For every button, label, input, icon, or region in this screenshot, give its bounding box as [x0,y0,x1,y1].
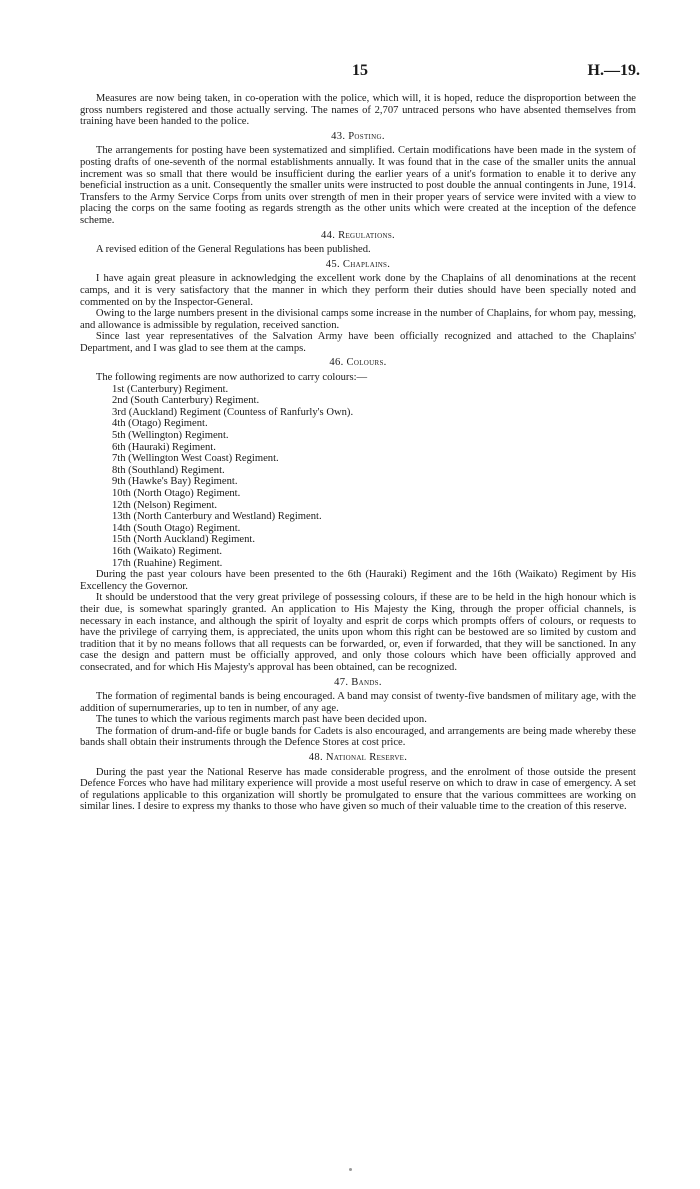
page-footer-dot [349,1168,352,1171]
regiment-item: 17th (Ruahine) Regiment. [112,557,223,569]
regulations-paragraph: A revised edition of the General Regulations has been published. [95,244,371,256]
page-header [80,62,640,82]
regiment-item: 14th (South Otago) Regiment. [112,522,241,534]
regiment-item: 5th (Wellington) Regiment. [112,430,229,442]
intro-paragraph: Measures are now being taken, in co-operation with the police, which will, it is hoped, reduce the disproportion between the gross numbers registered and those actually serving. The names of 2,707 untraced persons who have absented themselves from training have been handed to the police. [80,93,636,128]
section-heading-bands: 47. Bands. [334,676,382,688]
bands-paragraph: The formation of regimental bands is being encouraged. A band may consist of twenty-five bandsmen of military age, with the addition of supernumeraries, up to ten in number, of any age. [80,691,636,714]
regiment-item: 8th (Southland) Regiment. [112,464,225,476]
regiment-item: 1st (Canterbury) Regiment. [112,383,229,395]
regiment-item: 9th (Hawke's Bay) Regiment. [112,476,238,488]
regiment-item: 13th (North Canterbury and Westland) Regiment. [112,511,322,523]
reserve-paragraph: During the past year the National Reserve has made considerable progress, and the enrolment of those outside the present Defence Forces who have had military experience will provide a most useful reserve on which to draw in case of emergency. A set of regulations applicable to this organization will shortly be promulgated to ensure that the various committees are working on similar lines. I desire to express my thanks to those who have given so much of their valuable time to the creation of this reserve. [80,766,636,813]
regiment-list [112,384,636,570]
section-heading-chaplains: 45. Chaplains. [325,258,391,270]
section-heading-colours: 46. Colours. [329,357,387,369]
document-reference: H.—19. [587,62,640,79]
section-heading-regulations: 44. Regulations. [321,229,395,241]
colours-paragraph: During the past year colours have been presented to the 6th (Hauraki) Regiment and the 16th (Waikato) Regiment by His Excellency the Governor. [80,569,636,592]
regiment-item: 4th (Otago) Regiment. [112,418,208,430]
regiment-item: 12th (Nelson) Regiment. [112,499,218,511]
regiment-item: 10th (North Otago) Regiment. [112,488,241,499]
regiment-item: 16th (Waikato) Regiment. [112,545,223,557]
chaplains-paragraph: Owing to the large numbers present in the divisional camps some increase in the number of Chaplains, for whom pay, messing, and allowance is admissible by regulation, received sanction. [80,308,636,331]
section-posting [80,131,636,227]
chaplains-paragraph: Since last year representatives of the Salvation Army have been officially recognized and attached to the Chaplains' Department, and I was glad to see them at the camps. [80,331,636,354]
regiment-item: 7th (Wellington West Coast) Regiment. [112,453,279,465]
bands-paragraph: The tunes to which the various regiments march past have been decided upon. [95,714,427,726]
chaplains-paragraph: I have again great pleasure in acknowledging the excellent work done by the Chaplains of all denominations at the recent camps, and it is very satisfactory that the manner in which they perform their duties should have been specially noted and commented on by the Inspector-General. [80,273,636,308]
posting-paragraph: The arrangements for posting have been systematized and simplified. Certain modifications have been made in the system of posting drafts of one-seventh of the normal establishments annually. It was found that in the case of the smaller units the annual increment was so small that there would be insufficient during the earlier years of a unit's formation to enable it to derive any beneficial instruction as a unit. Consequently the smaller units were instructed to post double the annual contingents in June, 1914. Transfers to the Army Service Corps from units over strength of men in their proper years of service were invited with a view to placing the corps on the same footing as regards strength as the other units which were created at the inception of the defence scheme. [80,145,636,226]
section-national-reserve [80,752,636,813]
colours-intro: The following regiments are now authorized to carry colours:— [95,372,368,384]
section-bands [80,677,636,750]
colours-paragraph: It should be understood that the very great privilege of possessing colours, if these are to be held in the high honour which is their due, is somewhat sparingly granted. An application to His Majesty the King, through the proper official channels, is necessary in each instance, and although the spirit of loyalty and esprit de corps which prompts offers of colours, or requests to have the privilege of carrying them, is appreciated, the units upon whom this right can be bestowed are so limited by custom and tradition that it by no means follows that all requests can be forwarded, or, even if forwarded, that they will be sanctioned. In any case the design and pattern must be officially approved, and only those colours which have been officially approved and consecrated, and for which His Majesty's approval has been obtained, can be recognized. [80,592,636,673]
bands-paragraph: The formation of drum-and-fife or bugle bands for Cadets is also encouraged, and arrangements are being made whereby these bands shall obtain their instruments through the Defence Stores at cost price. [80,725,636,749]
regiment-item: 2nd (South Canterbury) Regiment. [112,395,260,407]
regiment-item: 3rd (Auckland) Regiment (Countess of Ranfurly's Own). [112,406,354,418]
page-number: 15 [352,62,368,79]
section-heading-posting: 43. Posting. [331,130,385,142]
section-chaplains [80,259,636,355]
section-regulations [80,230,636,256]
regiment-item: 15th (North Auckland) Regiment. [112,534,255,546]
document-body [80,93,636,813]
section-heading-national-reserve: 48. National Reserve. [308,752,408,764]
regiment-item: 6th (Hauraki) Regiment. [112,441,216,453]
section-colours [80,357,636,673]
